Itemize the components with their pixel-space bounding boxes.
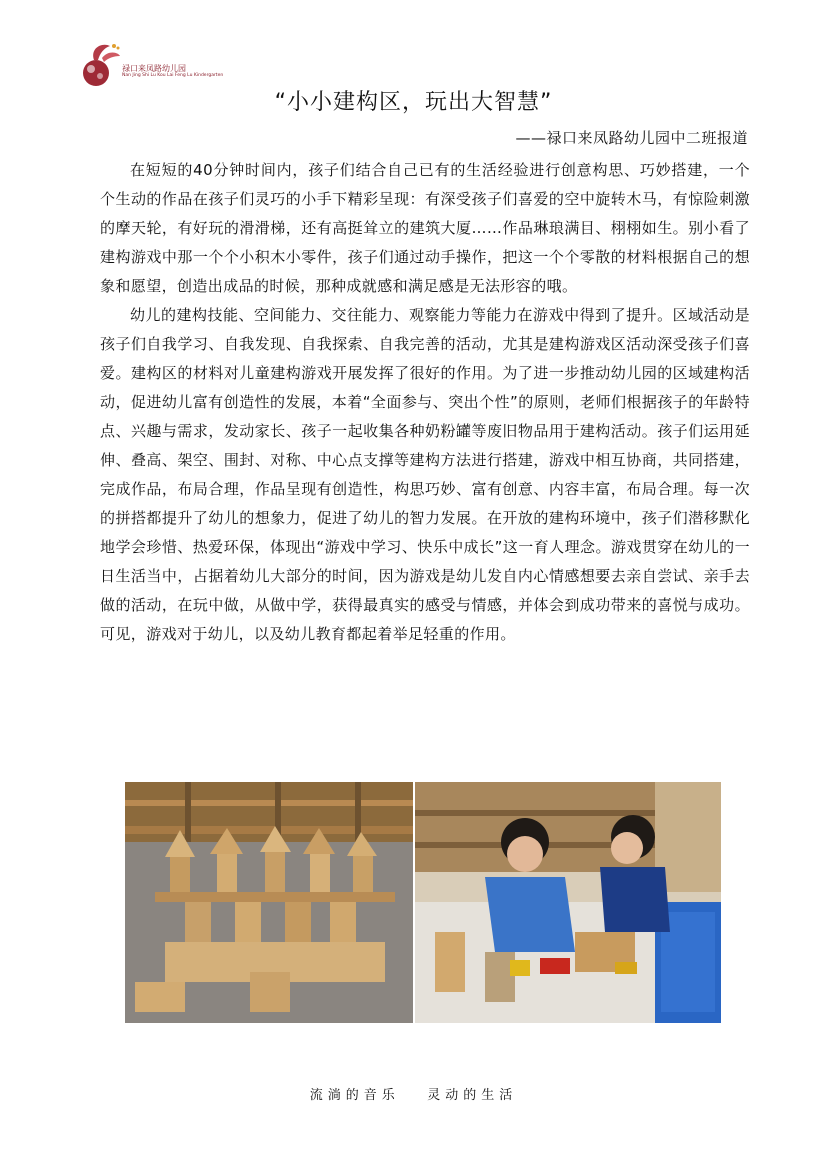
paragraph-2: 幼儿的建构技能、空间能力、交往能力、观察能力等能力在游戏中得到了提升。区域活动是孩子们自我学习、自我发现、自我探索、自我完善的活动，尤其是建构游戏区活动深受孩子们喜爱。建构区的材料对儿童建构游戏开展发挥了很好的作用。为了进一步推动幼儿园的区域建构活动，促进幼儿富有创造性的发展，本着“全面参与、突出个性”的原则，老师们根据孩子的年龄特点、兴趣与需求，发动家长、孩子一起收集各种奶粉罐等废旧物品用于建构活动。孩子们运用延伸、叠高、架空、围封、对称、中心点支撑等建构方法进行搭建，游戏中相互协商，共同搭建，完成作品，布局合理，作品呈现有创造性，构思巧妙、富有创意、内容丰富，布局合理。每一次的拼搭都提升了幼儿的想象力，促进了幼儿的智力发展。在开放的建构环境中，孩子们潜移默化地学会珍惜、热爱环保，体现出“游戏中学习、快乐中成长”这一育人理念。游戏贯穿在幼儿的一日生活当中，占据着幼儿大部分的时间，因为游戏是幼儿发自内心情感想要去亲自尝试、亲手去做的活动，在玩中做，从做中学，获得最真实的感受与情感，并体会到成功带来的喜悦与成功。可见，游戏对于幼儿，以及幼儿教育都起着举足轻重的作用。 xyxy=(100,306,750,643)
logo-school-name: 禄口来凤路幼儿园 xyxy=(122,64,186,73)
photo-block-structure xyxy=(125,782,413,1023)
article-body xyxy=(100,156,750,649)
photo-children-playing xyxy=(415,782,721,1023)
article-byline: ——禄口来凤路幼儿园中二班报道 xyxy=(515,129,748,147)
logo-school-subtitle: Nan Jing Shi Lu Kou Lai Feng Lu Kindergarten xyxy=(122,73,224,78)
paragraph-1: 在短短的40分钟时间内，孩子们结合自己已有的生活经验进行创意构思、巧妙搭建，一个个生动的作品在孩子们灵巧的小手下精彩呈现：有深受孩子们喜爱的空中旋转木马，有惊险刺激的摩天轮，有好玩的滑滑梯，还有高挺耸立的建筑大厦……作品琳琅满目、栩栩如生。别小看了建构游戏中那一个个小积木小零件，孩子们通过动手操作，把这一个个零散的材料根据自己的想象和愿望，创造出成品的时候，那种成就感和满足感是无法形容的哦。 xyxy=(100,161,750,295)
page-footer: 流淌的音乐 灵动的生活 xyxy=(309,1088,518,1103)
article-title: “小小建构区，玩出大智慧” xyxy=(274,90,553,115)
